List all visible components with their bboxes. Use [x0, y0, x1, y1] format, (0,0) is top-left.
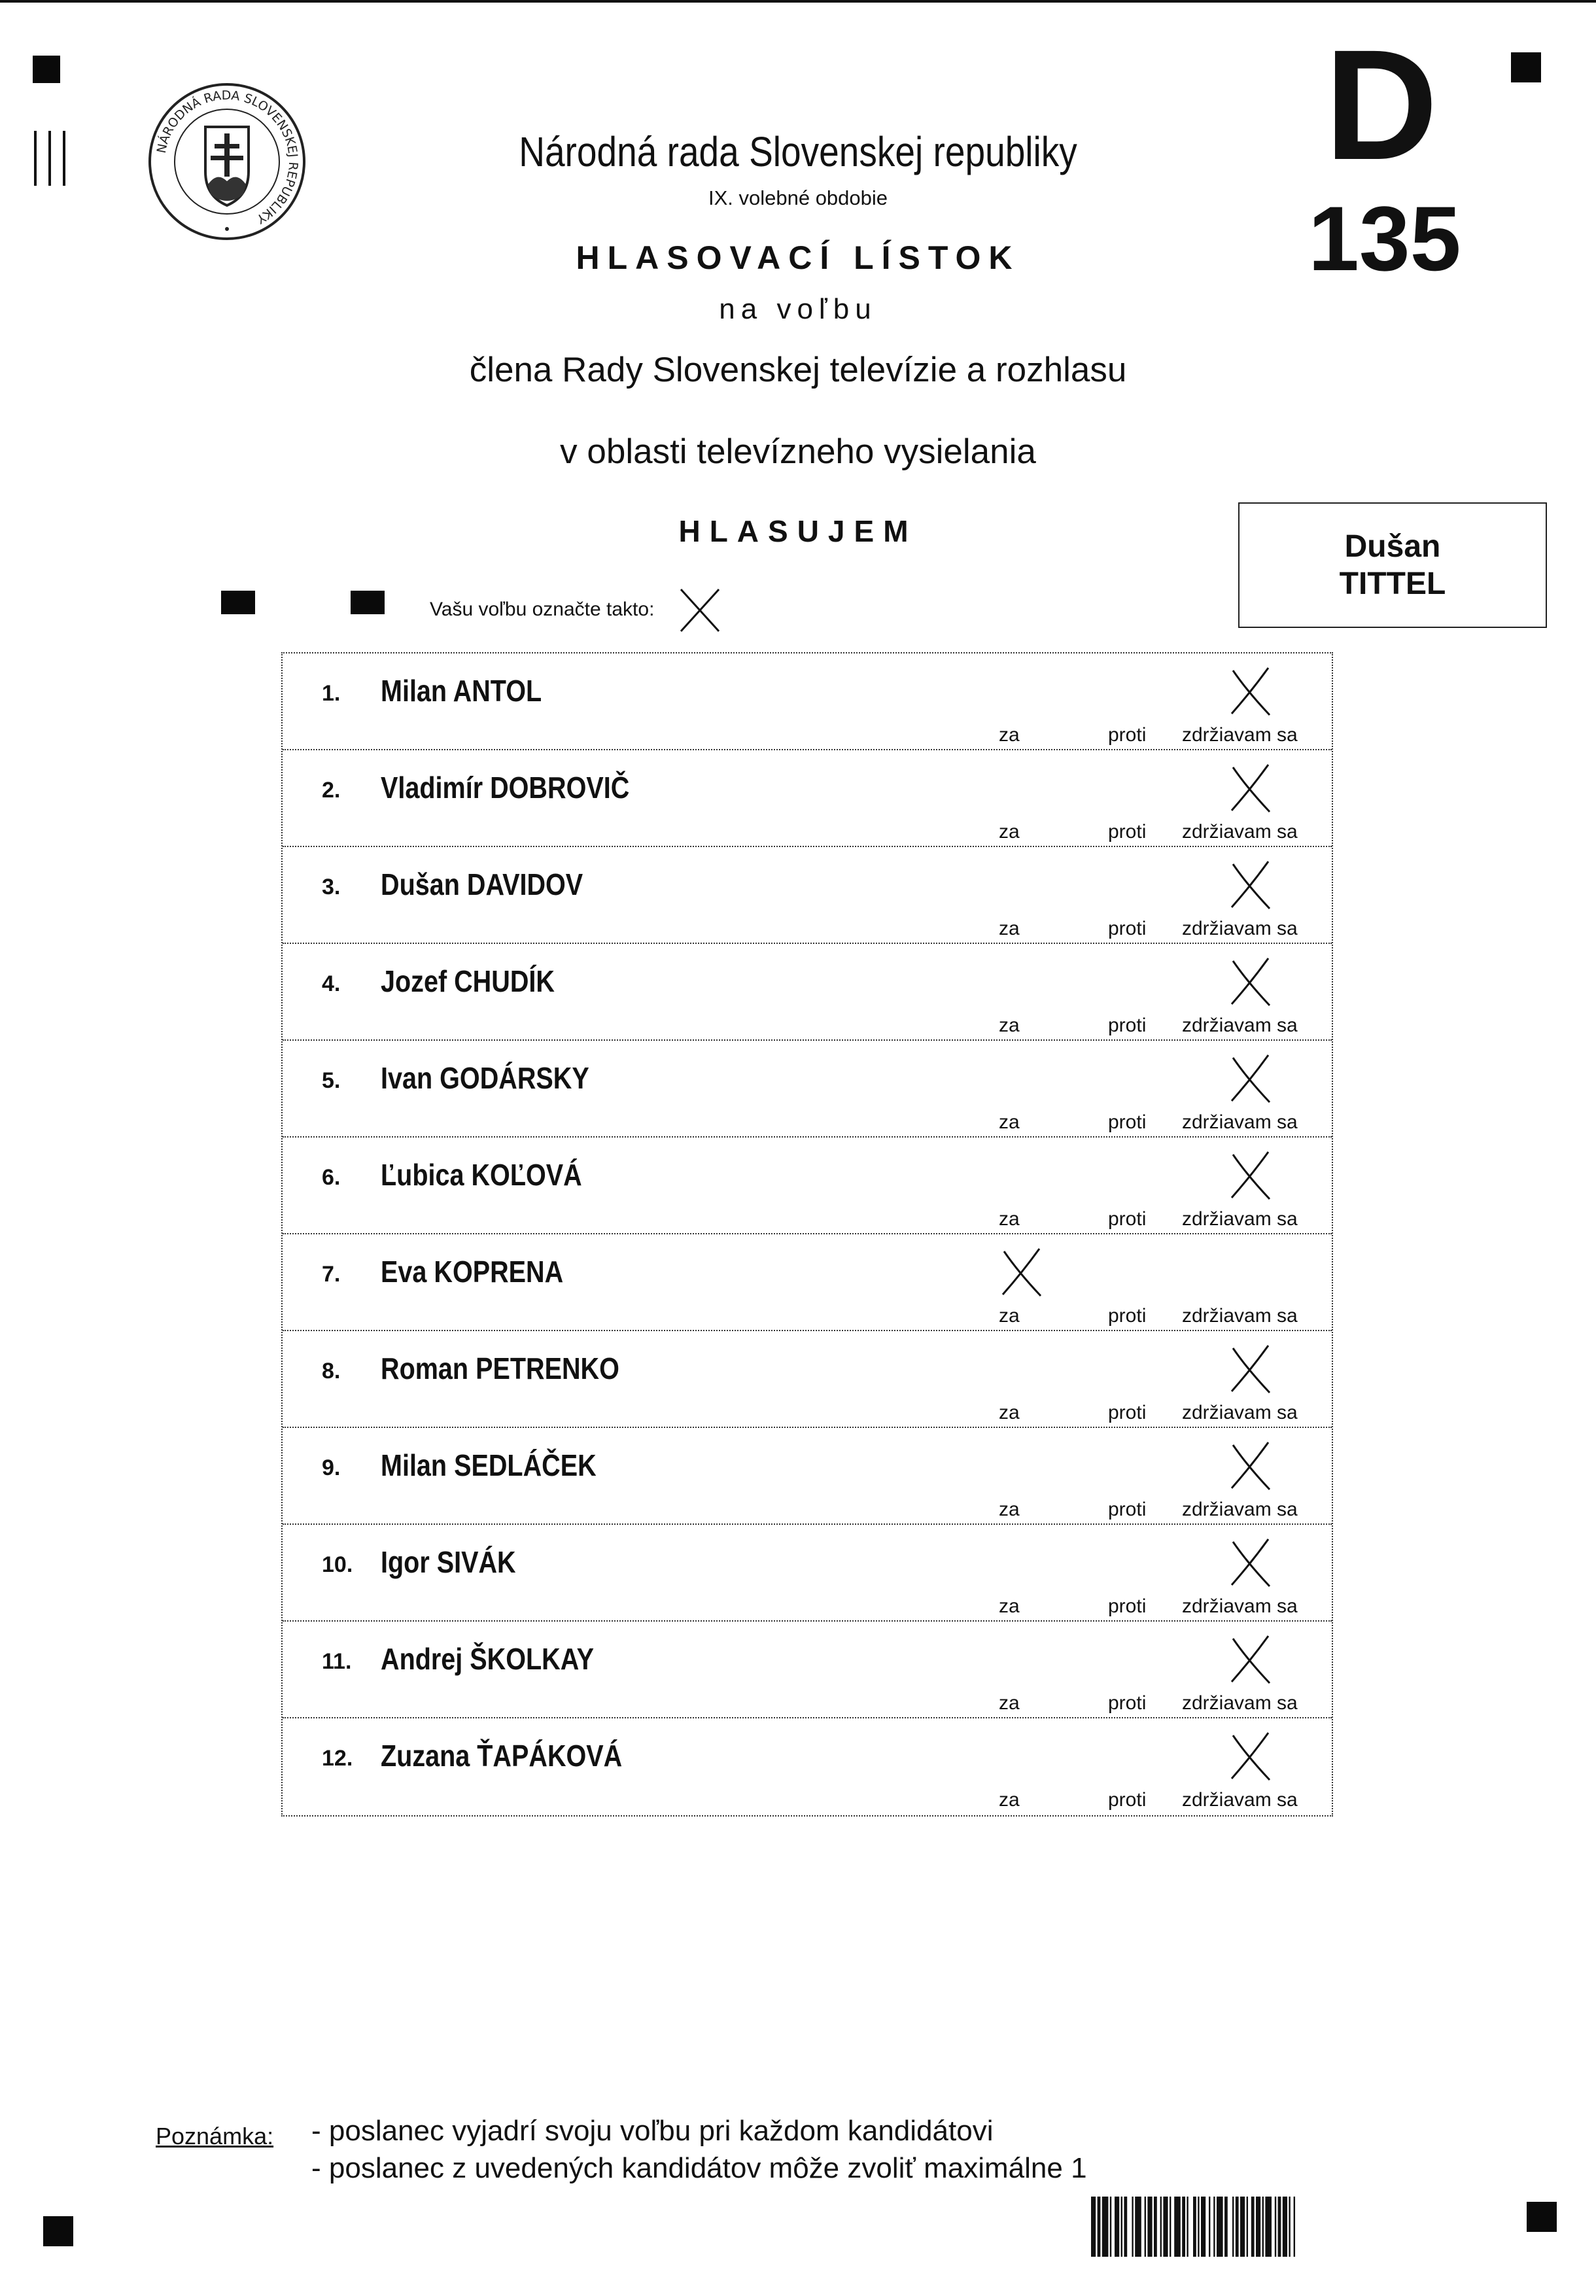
candidate-row — [283, 847, 1332, 944]
option-abstain[interactable]: zdržiavam sa — [1182, 1015, 1298, 1036]
candidate-name: Andrej ŠKOLKAY — [381, 1642, 595, 1676]
vote-heading: HLASUJEM — [678, 514, 918, 548]
note-line-2: - poslanec z uvedených kandidátov môže zvoliť maximálne 1 — [311, 2152, 1087, 2184]
candidate-row — [283, 1041, 1332, 1138]
option-abstain[interactable]: zdržiavam sa — [1182, 821, 1298, 843]
option-za[interactable]: za — [999, 1499, 1020, 1520]
candidate-row — [283, 1718, 1332, 1815]
note-line-1: - poslanec vyjadrí svoju voľbu pri každom kandidátovi — [311, 2115, 994, 2147]
barcode-bar — [1289, 2197, 1290, 2257]
deputy-last-name: TITTEL — [1339, 566, 1446, 601]
option-za[interactable]: za — [999, 1305, 1020, 1327]
option-abstain[interactable]: zdržiavam sa — [1182, 1595, 1298, 1617]
option-proti[interactable]: proti — [1108, 1789, 1147, 1811]
option-proti[interactable]: proti — [1108, 1692, 1147, 1714]
deputy-first-name: Dušan — [1344, 529, 1441, 564]
option-abstain[interactable]: zdržiavam sa — [1182, 1305, 1298, 1327]
candidate-name: Ivan GODÁRSKY — [381, 1061, 589, 1095]
candidate-name: Milan SEDLÁČEK — [381, 1448, 597, 1482]
option-proti[interactable]: proti — [1108, 1499, 1147, 1520]
barcode-bar — [1174, 2197, 1181, 2257]
vote-cross-mark-icon — [1228, 665, 1274, 719]
option-proti[interactable]: proti — [1108, 1595, 1147, 1617]
barcode-bar — [1091, 2197, 1096, 2257]
barcode-bar — [1170, 2197, 1171, 2257]
candidate-name: Zuzana ŤAPÁKOVÁ — [381, 1739, 623, 1773]
broadcast-field-label: v oblasti televízneho vysielania — [560, 432, 1036, 471]
parliament-title: Národná rada Slovenskej republiky — [519, 128, 1077, 175]
barcode-bar — [1182, 2197, 1185, 2257]
top-border-line — [0, 0, 1596, 3]
vote-cross-mark-icon — [1228, 859, 1274, 913]
candidate-name: Jozef CHUDÍK — [381, 964, 555, 998]
vote-cross-mark-icon — [999, 1246, 1045, 1300]
barcode-bar — [1187, 2197, 1188, 2257]
option-za[interactable]: za — [999, 1595, 1020, 1617]
vote-cross-mark-icon — [1228, 1149, 1274, 1203]
registration-mark-bottom-left — [43, 2216, 73, 2246]
barcode-bar — [1283, 2197, 1287, 2257]
candidate-row — [283, 1622, 1332, 1718]
timing-line-1 — [34, 131, 37, 186]
option-proti[interactable]: proti — [1108, 918, 1147, 939]
option-za[interactable]: za — [999, 724, 1020, 746]
barcode-bar — [1251, 2197, 1255, 2257]
ballot-number: 135 — [1308, 187, 1461, 290]
barcode-bar — [1147, 2197, 1152, 2257]
barcode — [1091, 2197, 1464, 2257]
barcode-bar — [1209, 2197, 1210, 2257]
sample-cross-icon — [677, 585, 723, 635]
candidate-name: Igor SIVÁK — [381, 1545, 516, 1579]
registration-mark-top-right — [1511, 52, 1541, 82]
option-proti[interactable]: proti — [1108, 1305, 1147, 1327]
barcode-bar — [1102, 2197, 1109, 2257]
barcode-bar — [1193, 2197, 1196, 2257]
barcode-bar — [1256, 2197, 1260, 2257]
option-za[interactable]: za — [999, 1015, 1020, 1036]
marking-instruction: Vašu voľbu označte takto: — [430, 599, 655, 620]
barcode-bar — [1154, 2197, 1157, 2257]
candidate-row — [283, 1234, 1332, 1331]
barcode-bar — [1262, 2197, 1264, 2257]
option-abstain[interactable]: zdržiavam sa — [1182, 1692, 1298, 1714]
barcode-bar — [1110, 2197, 1111, 2257]
barcode-bar — [1163, 2197, 1168, 2257]
candidate-number: 7. — [322, 1262, 341, 1287]
candidate-number: 2. — [322, 778, 341, 803]
option-abstain[interactable]: zdržiavam sa — [1182, 918, 1298, 939]
barcode-bar — [1121, 2197, 1122, 2257]
barcode-bar — [1232, 2197, 1234, 2257]
barcode-bar — [1213, 2197, 1215, 2257]
option-za[interactable]: za — [999, 1111, 1020, 1133]
candidate-number: 9. — [322, 1455, 341, 1480]
barcode-bar — [1240, 2197, 1245, 2257]
barcode-bar — [1247, 2197, 1248, 2257]
option-abstain[interactable]: zdržiavam sa — [1182, 1402, 1298, 1423]
barcode-bar — [1160, 2197, 1162, 2257]
vote-cross-mark-icon — [1228, 956, 1274, 1009]
ballot-title: HLASOVACÍ LÍSTOK — [576, 239, 1020, 276]
vote-cross-mark-icon — [1228, 1052, 1274, 1106]
registration-mark-mid-left-1 — [221, 591, 255, 614]
candidate-row — [283, 1138, 1332, 1234]
candidate-number: 4. — [322, 971, 341, 996]
candidate-name: Milan ANTOL — [381, 674, 542, 708]
barcode-bar — [1265, 2197, 1272, 2257]
candidate-number: 5. — [322, 1068, 341, 1093]
candidate-number: 1. — [322, 681, 341, 706]
registration-mark-bottom-right — [1527, 2202, 1557, 2232]
registration-mark-mid-left-2 — [351, 591, 385, 614]
barcode-bar — [1275, 2197, 1276, 2257]
option-proti[interactable]: proti — [1108, 1015, 1147, 1036]
option-za[interactable]: za — [999, 1789, 1020, 1811]
candidate-name: Ľubica KOĽOVÁ — [381, 1158, 582, 1192]
barcode-bar — [1224, 2197, 1228, 2257]
council-member-label: člena Rady Slovenskej televízie a rozhlasu — [469, 351, 1127, 389]
option-za[interactable]: za — [999, 1692, 1020, 1714]
candidate-number: 10. — [322, 1552, 353, 1577]
vote-cross-mark-icon — [1228, 762, 1274, 816]
option-abstain[interactable]: zdržiavam sa — [1182, 1111, 1298, 1133]
candidate-row — [283, 1428, 1332, 1525]
election-of-label: na voľbu — [719, 293, 877, 325]
note-label: Poznámka: — [156, 2123, 274, 2149]
barcode-bar — [1236, 2197, 1239, 2257]
candidate-number: 12. — [322, 1746, 353, 1771]
candidate-row — [283, 1331, 1332, 1428]
candidate-number: 6. — [322, 1165, 341, 1190]
electoral-term: IX. volebné obdobie — [708, 186, 888, 209]
option-abstain[interactable]: zdržiavam sa — [1182, 1208, 1298, 1230]
svg-text:NÁRODNÁ RADA SLOVENSKEJ REPUBL: NÁRODNÁ RADA SLOVENSKEJ REPUBLIKY — [154, 88, 301, 226]
option-za[interactable]: za — [999, 918, 1020, 939]
candidate-number: 8. — [322, 1359, 341, 1383]
barcode-bar — [1217, 2197, 1223, 2257]
candidate-name: Dušan DAVIDOV — [381, 867, 583, 901]
option-proti[interactable]: proti — [1108, 1402, 1147, 1423]
candidate-name: Eva KOPRENA — [381, 1255, 564, 1289]
barcode-bar — [1132, 2197, 1133, 2257]
barcode-bar — [1198, 2197, 1199, 2257]
registration-mark-top-left — [33, 56, 60, 83]
vote-cross-mark-icon — [1228, 1730, 1274, 1784]
barcode-bar — [1294, 2197, 1295, 2257]
barcode-bar — [1145, 2197, 1146, 2257]
barcode-bar — [1135, 2197, 1141, 2257]
barcode-bar — [1098, 2197, 1101, 2257]
candidate-table — [281, 652, 1333, 1817]
option-proti[interactable]: proti — [1108, 1208, 1147, 1230]
option-za[interactable]: za — [999, 1402, 1020, 1423]
option-proti[interactable]: proti — [1108, 724, 1147, 746]
ballot-letter: D — [1325, 17, 1438, 192]
candidate-row — [283, 653, 1332, 750]
candidate-row — [283, 750, 1332, 847]
option-abstain[interactable]: zdržiavam sa — [1182, 724, 1298, 746]
barcode-bar — [1278, 2197, 1281, 2257]
option-abstain[interactable]: zdržiavam sa — [1182, 1789, 1298, 1811]
candidate-name: Roman PETRENKO — [381, 1351, 619, 1385]
option-proti[interactable]: proti — [1108, 821, 1147, 843]
candidate-number: 3. — [322, 875, 341, 899]
vote-cross-mark-icon — [1228, 1440, 1274, 1493]
barcode-bar — [1201, 2197, 1206, 2257]
vote-cross-mark-icon — [1228, 1537, 1274, 1590]
barcode-bar — [1115, 2197, 1119, 2257]
option-abstain[interactable]: zdržiavam sa — [1182, 1499, 1298, 1520]
timing-line-2 — [48, 131, 51, 186]
barcode-bar — [1124, 2197, 1127, 2257]
option-za[interactable]: za — [999, 821, 1020, 843]
candidate-row — [283, 1525, 1332, 1622]
vote-cross-mark-icon — [1228, 1343, 1274, 1397]
vote-cross-mark-icon — [1228, 1633, 1274, 1687]
candidate-number: 11. — [322, 1649, 352, 1674]
option-za[interactable]: za — [999, 1208, 1020, 1230]
candidate-row — [283, 944, 1332, 1041]
candidate-name: Vladimír DOBROVIČ — [381, 771, 630, 805]
timing-line-3 — [63, 131, 65, 186]
deputy-name-box — [1238, 502, 1547, 628]
option-proti[interactable]: proti — [1108, 1111, 1147, 1133]
